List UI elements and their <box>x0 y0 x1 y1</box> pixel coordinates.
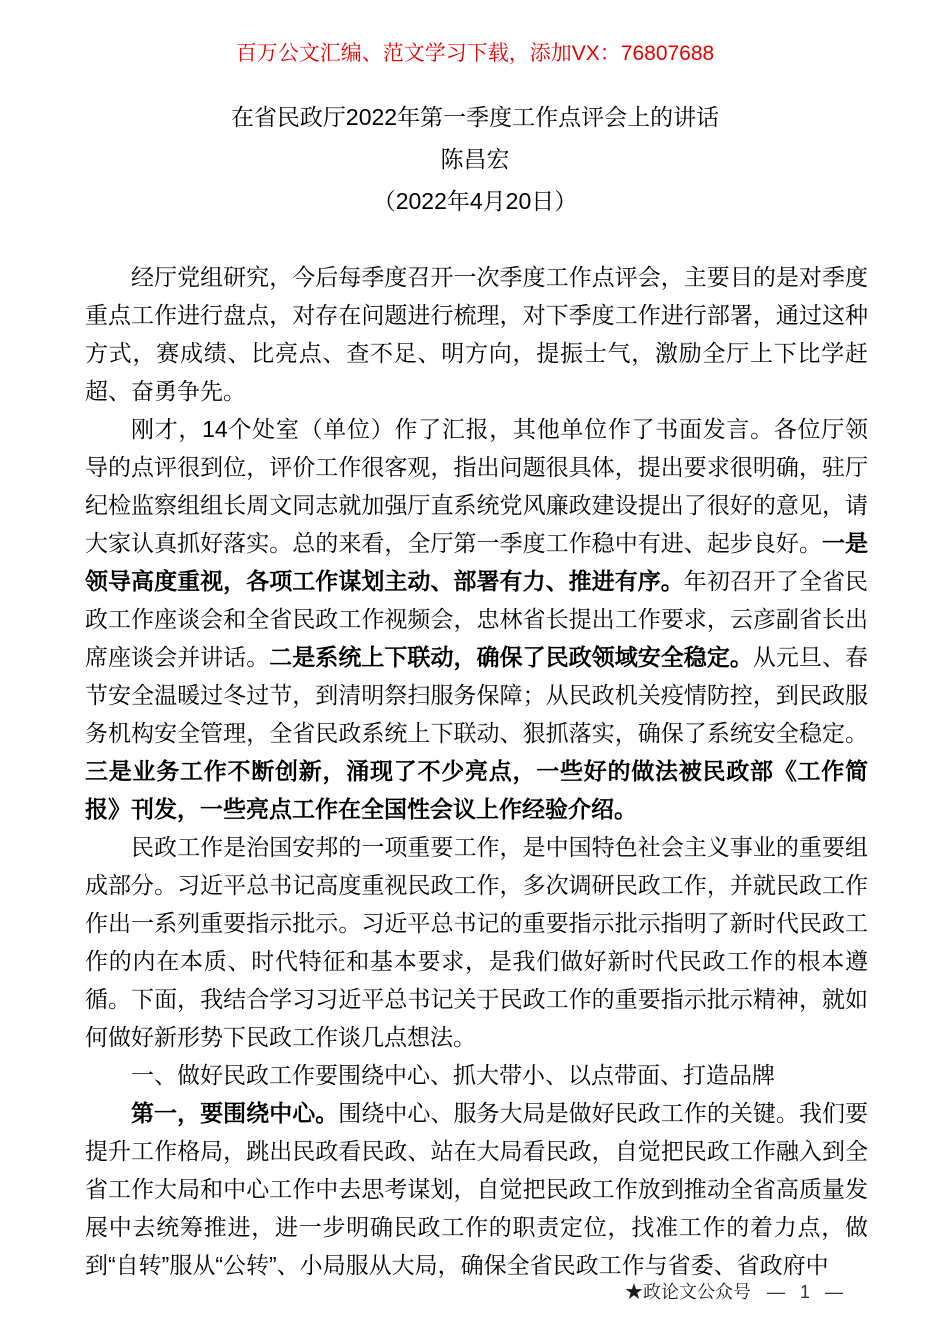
promo-notice: 百万公文汇编、范文学习下载，添加VX：76807688 <box>235 42 715 65</box>
bold-emphasis-text: 三是业务工作不断创新，涌现了不少亮点，一些好的做法被民政部《工作简报》刊发，一些亮点工作在全国性会议上作经验介绍。 <box>85 758 868 822</box>
paragraph-text: 从元旦、春节安全温暖过冬过节，到清明祭扫服务保障；从民政机关疫情防控，到民政服务机构安全管理，全省民政系统上下联动、狠抓落实，确保了系统安全稳定。 <box>85 644 869 746</box>
body-paragraph <box>85 258 868 410</box>
document-title: 在省民政厅2022年第一季度工作点评会上的讲话 <box>230 104 720 130</box>
paragraph-text: 围绕中心、服务大局是做好民政工作的关键。我们要提升工作格局，跳出民政看民政、站在大局看民政，自觉把民政工作融入到全省工作大局和中心工作中去思考谋划，自觉把民政工作放到推动全省高质量发展中去统筹推进，进一步明确民政工作的职责定位，找准工作的着力点，做到“自转”服从“公转”、小局服从大局，确保全省民政工作与省委、省政府中 <box>85 1100 869 1278</box>
page-footer <box>625 1278 843 1304</box>
paragraph-text: 年初召开了全省民政工作座谈会和全省民政工作视频会，忠林省长提出工作要求，云彦副省长出席座谈会并讲话。 <box>85 568 869 670</box>
paragraph-text: 民政工作是治国安邦的一项重要工作，是中国特色社会主义事业的重要组成部分。习近平总书记高度重视民政工作，多次调研民政工作，并就民政工作作出一系列重要指示批示。习近平总书记的重要指示批示指明了新时代民政工作的内在本质、时代特征和基本要求，是我们做好新时代民政工作的根本遵循。下面，我结合学习习近平总书记关于民政工作的重要指示批示精神，就如何做好新形势下民政工作谈几点想法。 <box>85 834 868 1050</box>
paragraph-text: 一、做好民政工作要围绕中心、抓大带小、以点带面、打造品牌 <box>131 1062 775 1088</box>
bold-emphasis-text: 第一，要围绕中心。 <box>131 1100 339 1126</box>
section-heading <box>85 1056 868 1094</box>
body-paragraph <box>85 1094 868 1284</box>
document-date: （2022年4月20日） <box>372 188 578 214</box>
body-paragraph <box>85 828 868 1056</box>
document-body <box>0 258 950 1284</box>
page-number-indicator: — 1 — <box>766 1282 843 1302</box>
paragraph-text: 刚才，14个处室（单位）作了汇报，其他单位作了书面发言。各位厅领导的点评很到位，评价工作很客观，指出问题很具体，提出要求很明确，驻厅纪检监察组组长周文同志就加强厅直系统党风廉政建设提出了很好的意见，请大家认真抓好落实。总的来看，全厅第一季度工作稳中有进、起步良好。 <box>85 416 868 556</box>
title-block <box>0 96 950 222</box>
footer-brand: ★政论文公众号 <box>624 1282 751 1302</box>
bold-emphasis-text: 一是领导高度重视，各项工作谋划主动、部署有力、推进有序。 <box>85 530 869 594</box>
bold-emphasis-text: 二是系统上下联动，确保了民政领域安全稳定。 <box>269 644 753 670</box>
paragraph-text: 经厅党组研究，今后每季度召开一次季度工作点评会，主要目的是对季度重点工作进行盘点，对存在问题进行梳理，对下季度工作进行部署，通过这种方式，赛成绩、比亮点、查不足、明方向，提振士气，激励全厅上下比学赶超、奋勇争先。 <box>85 264 868 404</box>
document-author: 陈昌宏 <box>440 146 510 172</box>
body-paragraph <box>85 410 868 828</box>
